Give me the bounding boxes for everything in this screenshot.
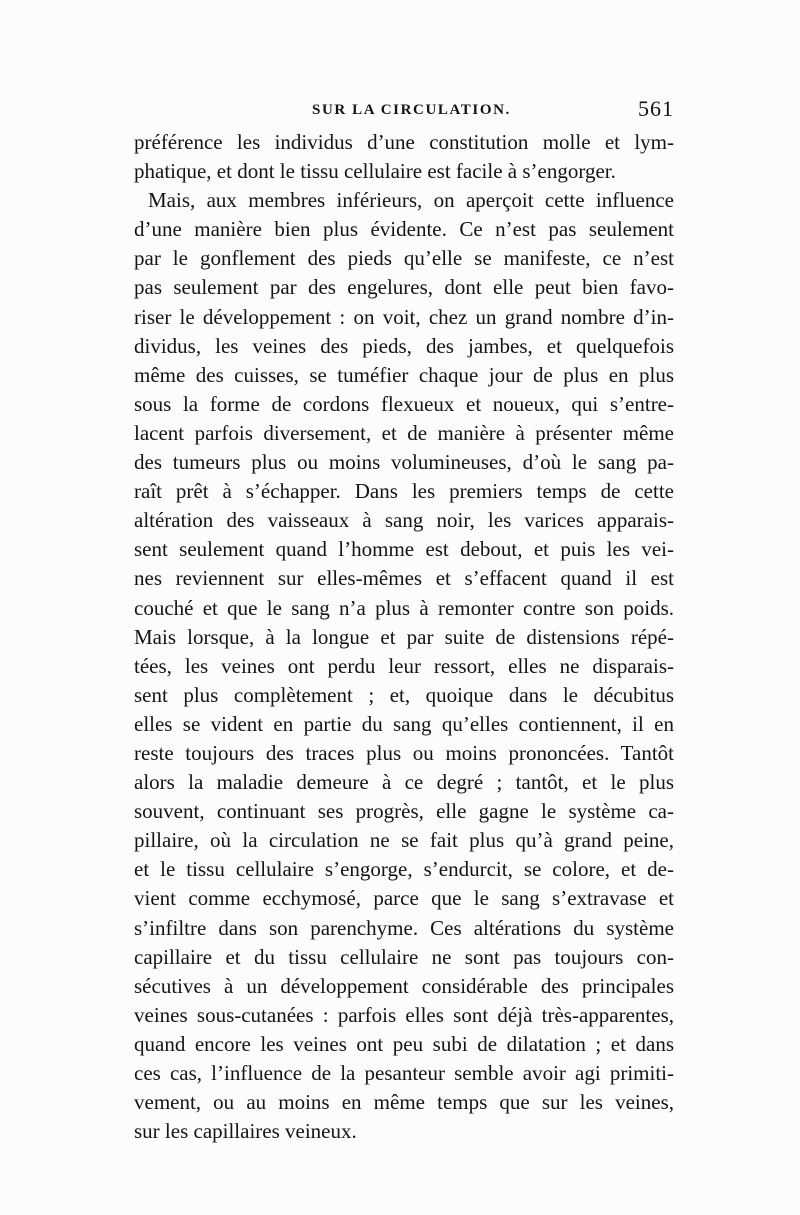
text-line: pas seulement par des engelures, dont elle peut bien favo- [134, 275, 674, 300]
text-line: nes reviennent sur elles-mêmes et s’effacent quand il est [134, 566, 674, 591]
text-line: quand encore les veines ont peu subi de dilatation ; et dans [134, 1031, 674, 1056]
text-line: vient comme ecchymosé, parce que le sang s’extravase et [134, 886, 674, 911]
page-header [134, 96, 674, 126]
text-line: dividus, les veines des pieds, des jambes, et quelquefois [134, 333, 674, 358]
text-line: sent plus complètement ; et, quoique dans le décubitus [134, 682, 674, 707]
text-line: alors la maladie demeure à ce degré ; tantôt, et le plus [134, 770, 674, 795]
text-line: elles se vident en partie du sang qu’elles contiennent, il en [134, 711, 674, 736]
text-line: et le tissu cellulaire s’engorge, s’endurcit, se colore, et de- [134, 857, 674, 882]
text-line: même des cuisses, se tuméfier chaque jour de plus en plus [134, 362, 674, 387]
text-line: tées, les veines ont perdu leur ressort, elles ne disparais- [134, 653, 674, 678]
text-line: reste toujours des traces plus ou moins prononcées. Tantôt [134, 740, 674, 765]
text-line: phatique, et dont le tissu cellulaire est facile à s’engorger. [134, 159, 616, 184]
text-line: s’infiltre dans son parenchyme. Ces altérations du système [134, 915, 674, 940]
body-text [134, 128, 674, 1146]
text-line: altération des vaisseaux à sang noir, les varices apparais- [134, 508, 674, 533]
text-line: vement, ou au moins en même temps que sur les veines, [134, 1090, 674, 1115]
text-line: couché et que le sang n’a plus à remonter contre son poids. [134, 595, 674, 620]
running-title: SUR LA CIRCULATION. [312, 102, 511, 118]
text-line: veines sous-cutanées : parfois elles sont déjà très-apparentes, [134, 1002, 674, 1027]
text-line: capillaire et du tissu cellulaire ne sont pas toujours con- [134, 944, 674, 969]
text-line: raît prêt à s’échapper. Dans les premiers temps de cette [134, 479, 674, 504]
text-line: d’une manière bien plus évidente. Ce n’est pas seulement [134, 217, 674, 242]
text-line: préférence les individus d’une constitution molle et lym- [134, 130, 674, 154]
text-line: Mais lorsque, à la longue et par suite de distensions répé- [134, 624, 674, 649]
text-line: sur les capillaires veineux. [134, 1119, 357, 1144]
text-line: sent seulement quand l’homme est debout, et puis les vei- [134, 537, 674, 562]
text-line: Mais, aux membres inférieurs, on aperçoit cette influence [148, 188, 674, 213]
text-line: riser le développement : on voit, chez un grand nombre d’in- [134, 304, 674, 329]
text-line: souvent, continuant ses progrès, elle gagne le système ca- [134, 799, 674, 824]
text-line: ces cas, l’influence de la pesanteur semble avoir agi primiti- [134, 1061, 674, 1085]
text-line: sous la forme de cordons flexueux et noueux, qui s’entre- [134, 391, 674, 416]
text-line: lacent parfois diversement, et de manière à présenter même [134, 420, 674, 445]
text-line: sécutives à un développement considérable des principales [134, 973, 674, 998]
text-line: pillaire, où la circulation ne se fait plus qu’à grand peine, [134, 828, 674, 853]
page-number: 561 [638, 96, 674, 121]
text-line: des tumeurs plus ou moins volumineuses, d’où le sang pa- [134, 450, 674, 475]
text-line: par le gonflement des pieds qu’elle se manifeste, ce n’est [134, 246, 674, 271]
